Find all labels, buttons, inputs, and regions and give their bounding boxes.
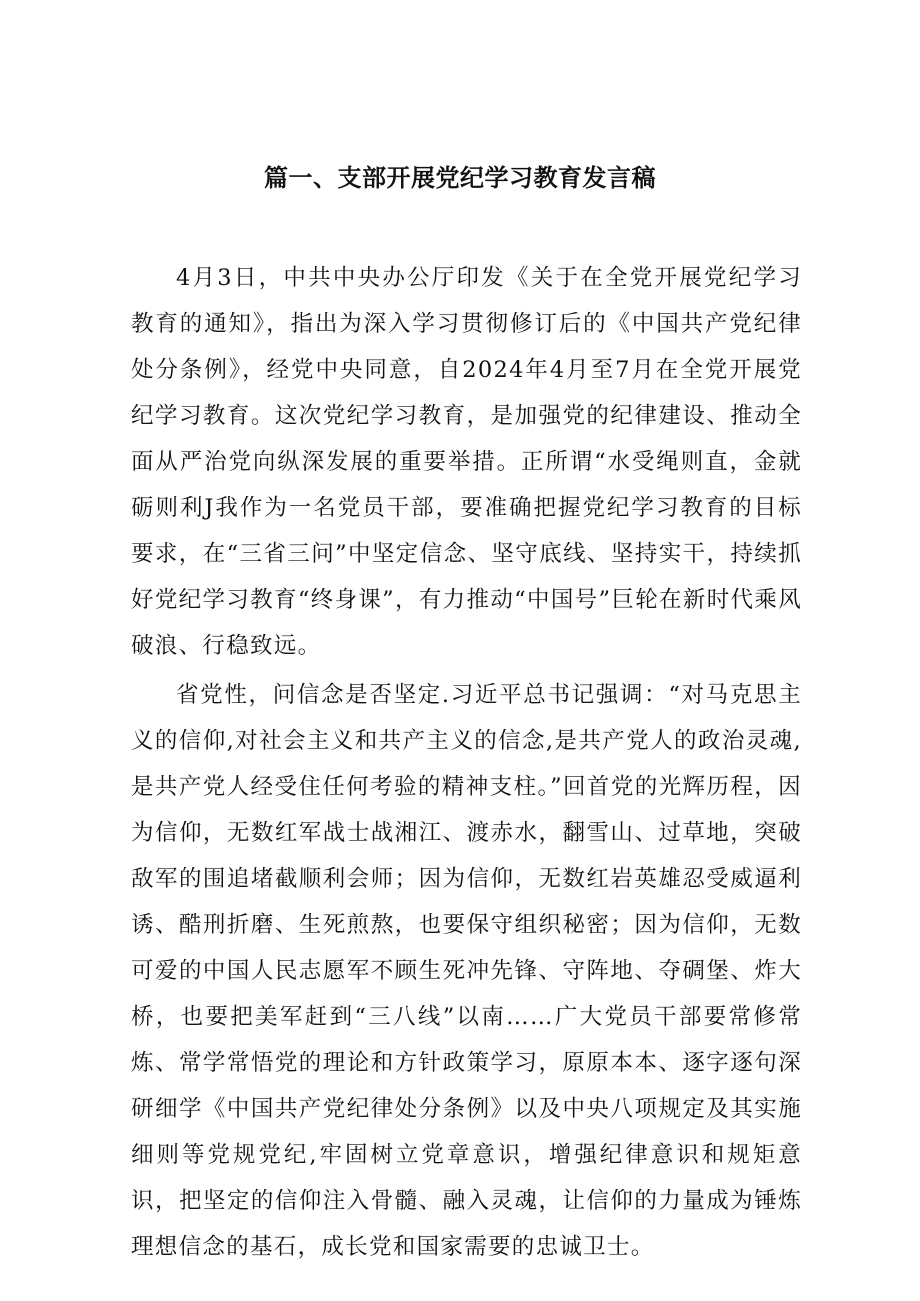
paragraph-1: 4月3日，中共中央办公厅印发《关于在全党开展党纪学习教育的通知》，指出为深入学习贯彻修订后的《中国共产党纪律处分条例》，经党中央同意，自2024年4月至7月在全党开展党纪学习教育。这次党纪学习教育，是加强党的纪律建设、推动全面从严治党向纵深发展的重要举措。正所谓“水受绳则直，金就砺则利J我作为一名党员干部，要准确把握党纪学习教育的目标要求，在“三省三问”中坚定信念、坚守底线、坚持实干，持续抓好党纪学习教育“终身课”，有力推动“中国号”巨轮在新时代乘风破浪、行稳致远。 (131, 265, 802, 659)
paragraph-2: 省党性，问信念是否坚定.习近平总书记强调：“对马克思主义的信仰,对社会主义和共产主义的信念,是共产党人的政治灵魂,是共产党人经受住任何考验的精神支柱。”回首党的光辉历程，因为信仰，无数红军战士战湘江、渡赤水，翻雪山、过草地，突破敌军的围追堵截顺利会师；因为信仰，无数红岩英雄忍受威逼利诱、酷刑折磨、生死煎熬，也要保守组织秘密；因为信仰，无数可爱的中国人民志愿军不顾生死冲先锋、守阵地、夺碉堡、炸大桥，也要把美军赶到“三八线”以南……广大党员干部要常修常炼、常学常悟党的理论和方针政策学习，原原本本、逐字逐句深研细学《中国共产党纪律处分条例》以及中央八项规定及其实施细则等党规党纪,牢固树立党章意识，增强纪律意识和规矩意识，把坚定的信仰注入骨髓、融入灵魂，让信仰的力量成为锤炼理想信念的基石，成长党和国家需要的忠诚卫士。 (131, 682, 802, 1260)
document-body (131, 255, 802, 1273)
document-title: 篇一、支部开展党纪学习教育发言稿 (264, 164, 656, 192)
